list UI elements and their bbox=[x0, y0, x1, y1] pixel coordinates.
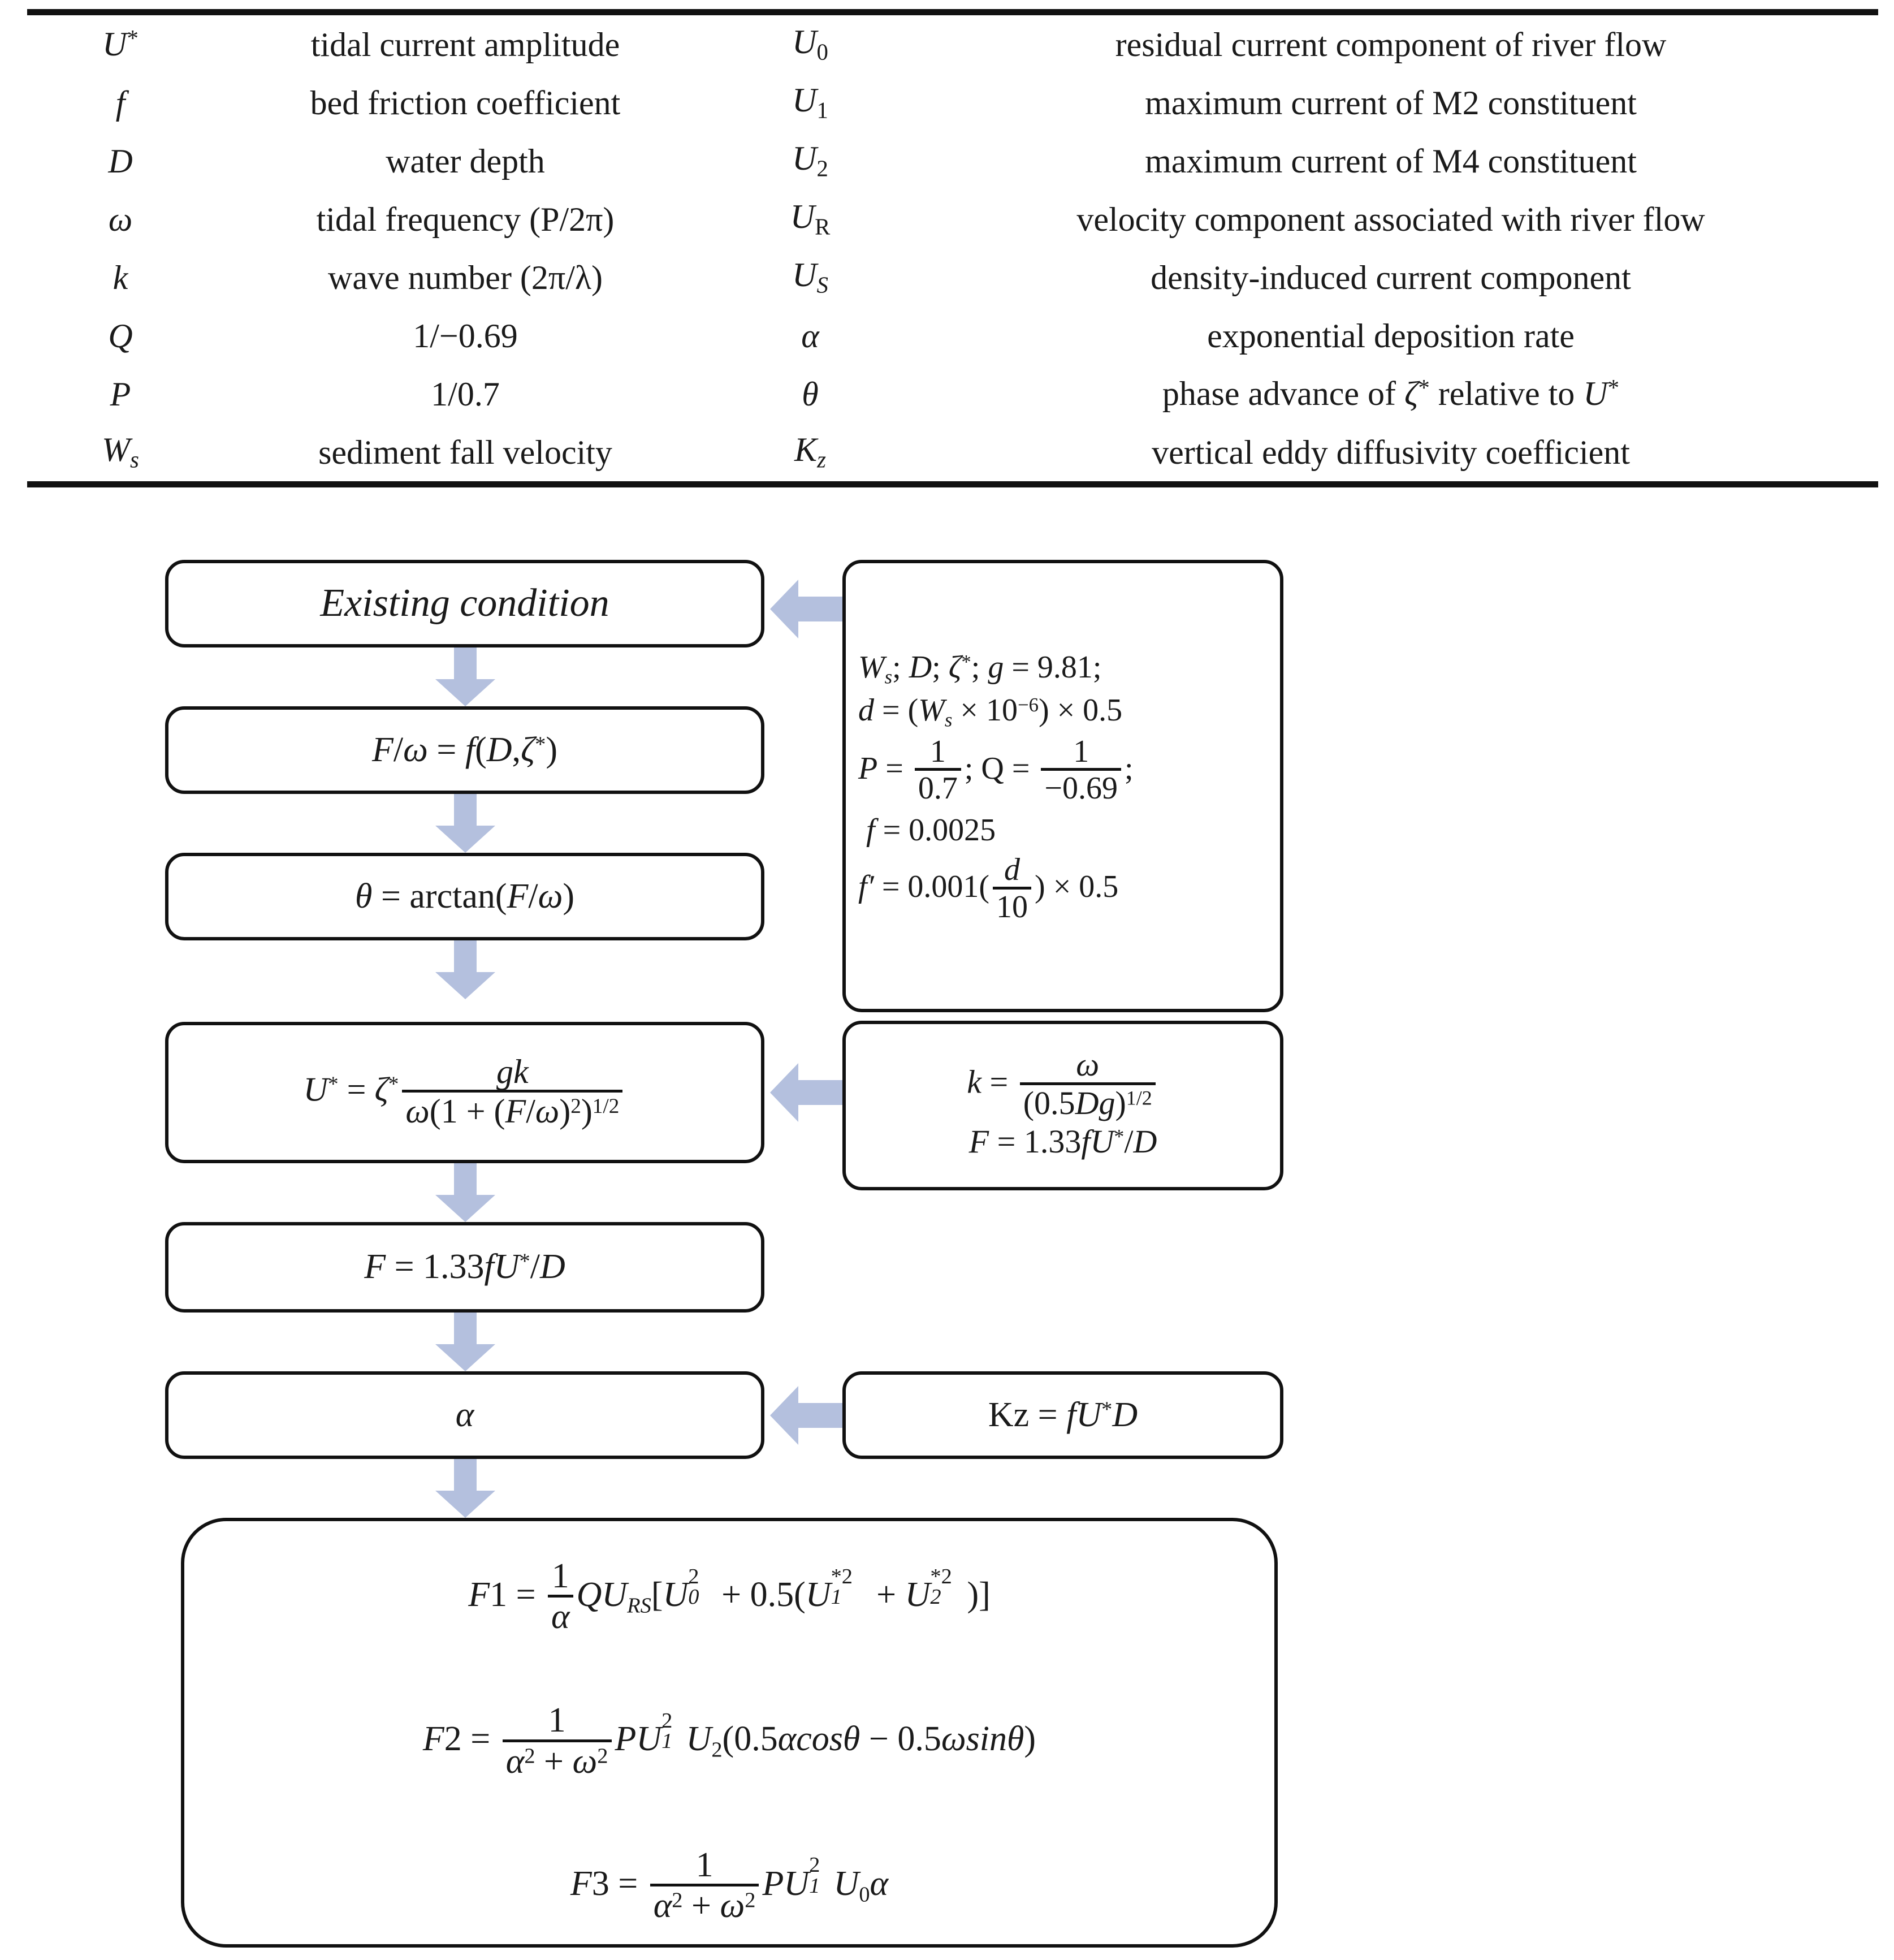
node-theta[interactable] bbox=[165, 853, 764, 940]
node-k[interactable] bbox=[842, 1021, 1283, 1190]
definition-q: 1/−0.69 bbox=[413, 317, 518, 355]
node-flux-equations[interactable] bbox=[181, 1518, 1278, 1948]
definition-alpha: exponential deposition rate bbox=[1207, 317, 1575, 355]
definition-theta: phase advance of ζ* relative to U* bbox=[1162, 375, 1620, 413]
flowchart bbox=[0, 557, 1894, 1960]
node-u-star-label: U* = ζ* $\frac{gk}{\omega(1 + (F/\omega)^2)^{1/2}}$ bbox=[304, 1055, 626, 1130]
node-alpha[interactable] bbox=[165, 1371, 764, 1459]
symbol-us: $U_S$ bbox=[792, 256, 828, 298]
node-k-label: k = $\frac{\omega}{(0.5Dg)^{1/2}}$ F = 1.33fU*/D bbox=[967, 1046, 1157, 1160]
node-inputs[interactable] bbox=[842, 560, 1283, 1012]
node-inputs-label: $W_s$; D; ζ*; g = 9.81; $d = (W_s \times 10^{-6}) \times 0.5$ P = $\frac{1}{0.7}$ ; Q = $\frac{1}{-0.69}$ ; f = 0.0025 f′ = 0.001( $\frac{d}{10}$ ) × 0.5 bbox=[858, 650, 1134, 925]
arrow-down-4 bbox=[435, 1163, 495, 1222]
table-row bbox=[27, 248, 1878, 306]
symbol-q: Q bbox=[108, 317, 133, 355]
node-flux-equations-label bbox=[201, 1540, 1257, 1926]
symbol-theta: θ bbox=[802, 375, 819, 413]
equation-f3: F3 = $\frac{1}{\alpha^2 + \omega^2}$ PU 2 1 U0α bbox=[570, 1845, 889, 1925]
symbol-f: f bbox=[115, 84, 126, 122]
table-row bbox=[27, 423, 1878, 481]
table-bottom-rule bbox=[27, 481, 1878, 487]
definition-u2: maximum current of M4 constituent bbox=[1145, 142, 1637, 180]
definition-d: water depth bbox=[386, 142, 545, 180]
table-row bbox=[27, 190, 1878, 248]
table-row bbox=[27, 15, 1878, 74]
definition-k: wave number (2π/λ) bbox=[328, 258, 603, 296]
arrow-down-3 bbox=[435, 940, 495, 999]
symbol-kz: $K_z$ bbox=[794, 430, 826, 473]
definition-p: 1/0.7 bbox=[431, 375, 500, 413]
node-kz-label: Kz = fU*D bbox=[988, 1395, 1138, 1434]
node-capital-f[interactable] bbox=[165, 1222, 764, 1313]
table-row bbox=[27, 132, 1878, 190]
symbol-u-star: U* bbox=[102, 25, 139, 63]
node-f-over-omega-label: F/ω = f(D,ζ*) bbox=[371, 730, 557, 769]
table-row bbox=[27, 74, 1878, 132]
definition-f: bed friction coefficient bbox=[310, 84, 621, 122]
definition-ur: velocity component associated with river flow bbox=[1076, 200, 1705, 238]
symbol-d: D bbox=[108, 142, 133, 180]
node-f-over-omega[interactable] bbox=[165, 706, 764, 794]
definition-us: density-induced current component bbox=[1151, 258, 1631, 296]
node-existing-condition-label: Existing condition bbox=[320, 581, 609, 625]
equation-f2: F2 = $\frac{1}{\alpha^2 + \omega^2}$ PU 2 1 U2(0.5αcosθ − 0.5ωsinθ) bbox=[422, 1701, 1036, 1781]
symbol-u0: U0 bbox=[792, 23, 828, 65]
definition-ws: sediment fall velocity bbox=[318, 433, 612, 471]
symbol-k: k bbox=[113, 258, 128, 296]
definition-kz: vertical eddy diffusivity coefficient bbox=[1152, 433, 1630, 471]
arrow-down-6 bbox=[435, 1459, 495, 1518]
notation-rows bbox=[27, 15, 1878, 481]
arrow-left-kz-to-alpha bbox=[770, 1386, 842, 1445]
definition-u0: residual current component of river flow bbox=[1115, 25, 1667, 63]
symbol-p: P bbox=[110, 375, 131, 413]
node-alpha-label: α bbox=[455, 1395, 474, 1434]
arrow-left-inputs-to-existing bbox=[770, 580, 842, 638]
symbol-ur: UR bbox=[790, 197, 831, 240]
table-top-rule bbox=[27, 9, 1878, 15]
node-capital-f-label: F = 1.33fU*/D bbox=[364, 1247, 565, 1286]
symbol-ws: $W_s$ bbox=[102, 430, 139, 473]
node-u-star[interactable] bbox=[165, 1022, 764, 1163]
arrow-left-k-to-ustar bbox=[770, 1063, 842, 1122]
definition-u-star: tidal current amplitude bbox=[310, 25, 620, 63]
equation-f1: F1 = $\frac{1}{\alpha}$ $QU_{RS}[U$ 2 0 + 0.5(U *2 1 + U *2 2 )] bbox=[468, 1557, 991, 1637]
node-theta-label: θ = arctan(F/ω) bbox=[354, 877, 575, 916]
node-kz[interactable] bbox=[842, 1371, 1283, 1459]
definition-omega: tidal frequency (P/2π) bbox=[316, 200, 615, 238]
symbol-u1: U1 bbox=[792, 81, 828, 123]
arrow-down-5 bbox=[435, 1313, 495, 1371]
notation-table bbox=[27, 9, 1878, 487]
symbol-u2: U2 bbox=[792, 139, 828, 182]
arrow-down-2 bbox=[435, 794, 495, 853]
definition-u1: maximum current of M2 constituent bbox=[1145, 84, 1637, 122]
node-existing-condition[interactable] bbox=[165, 560, 764, 647]
arrow-down-1 bbox=[435, 647, 495, 706]
symbol-alpha: α bbox=[801, 317, 819, 355]
symbol-omega: ω bbox=[108, 200, 133, 238]
table-row bbox=[27, 365, 1878, 423]
table-row bbox=[27, 306, 1878, 365]
